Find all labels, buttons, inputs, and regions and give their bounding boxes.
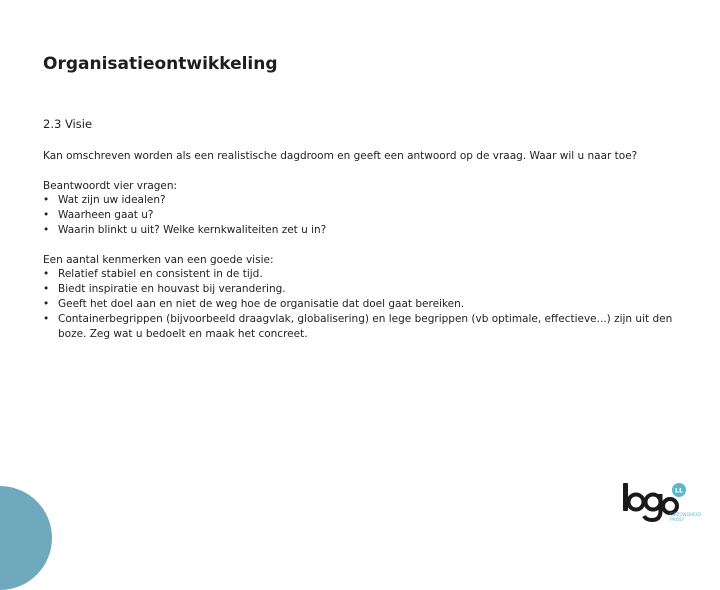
features-heading: Een aantal kenmerken van een goede visie:: [43, 253, 274, 266]
list-item: [43, 297, 683, 312]
list-item-text: Waarin blinkt u uit? Welke kernkwaliteiten zet u in?: [58, 223, 327, 236]
intro-paragraph: Kan omschreven worden als een realistische dagdroom en geeft een antwoord op de vraag. Waar wil u naar toe?: [43, 150, 638, 162]
bullet: •: [43, 209, 50, 222]
slide-title: Organisatieontwikkeling: [43, 54, 278, 74]
logo-wordmark: [623, 483, 677, 520]
logo-tagline-2: PROEF: [670, 518, 685, 523]
logo-tagline-1: GEZONDHEID: [670, 513, 701, 518]
features-list: [43, 267, 683, 341]
list-item: [43, 267, 683, 282]
list-item-text: Containerbegrippen (bijvoorbeeld draagvlak, globalisering) en lege begrippen (vb optimale, effectieve...) zijn uit den boze. Zeg wat u bedoelt en maak het concreet.: [58, 312, 673, 340]
bullet: •: [43, 223, 50, 236]
logo-badge-text: LL: [674, 486, 684, 495]
list-item: [43, 312, 683, 342]
list-item: [43, 282, 683, 297]
list-item-text: Waarheen gaat u?: [58, 209, 154, 222]
slide-content: [43, 149, 683, 356]
list-item-text: Biedt inspiratie en houvast bij verandering.: [58, 283, 286, 296]
list-item-text: Relatief stabiel en consistent in de tijd.: [58, 268, 263, 281]
bullet: •: [43, 268, 50, 281]
logo: [620, 480, 701, 525]
list-item-text: Geeft het doel aan en niet de weg hoe de organisatie dat doel gaat bereiken.: [58, 297, 465, 310]
bullet: •: [43, 312, 50, 325]
bullet: •: [43, 194, 50, 207]
corner-decoration: [0, 486, 52, 590]
list-item: [43, 208, 683, 223]
bullet: •: [43, 297, 50, 310]
list-item: [43, 193, 683, 208]
questions-list: [43, 193, 683, 237]
list-item-text: Wat zijn uw idealen?: [58, 194, 166, 207]
bullet: •: [43, 283, 50, 296]
questions-heading: Beantwoordt vier vragen:: [43, 179, 178, 192]
section-heading: 2.3 Visie: [43, 117, 93, 131]
list-item: [43, 223, 683, 238]
